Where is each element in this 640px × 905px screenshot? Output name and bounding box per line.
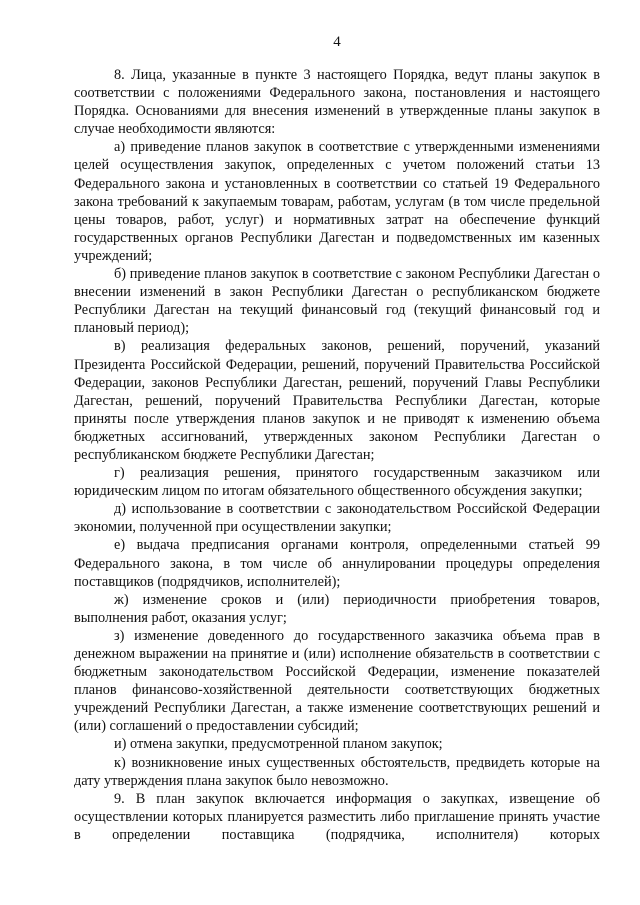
paragraph-8-item-zh: ж) изменение сроков и (или) периодичности приобретения товаров, выполнения работ, оказания услуг; xyxy=(74,591,600,626)
paragraph-8-item-d: д) использование в соответствии с законодательством Российской Федерации экономии, полученной при осуществлении закупки; xyxy=(74,501,600,536)
paragraph-8-item-k: к) возникновение иных существенных обстоятельств, предвидеть которые на дату утверждения плана закупок было невозможно. xyxy=(74,754,600,789)
page-number: 4 xyxy=(333,34,341,50)
document-page xyxy=(74,32,600,844)
paragraph-8: 8. Лица, указанные в пункте 3 настоящего Порядка, ведут планы закупок в соответствии с положениями Федерального закона, постановления и настоящего Порядка. Основаниями для внесения изменений в утвержденные планы закупок в случае необходимости являются: xyxy=(74,67,600,138)
paragraph-8-item-i: и) отмена закупки, предусмотренной планом закупок; xyxy=(114,736,443,753)
paragraph-8-item-g: г) реализация решения, принятого государственным заказчиком или юридическим лицом по итогам обязательного общественного обсуждения закупки; xyxy=(74,465,600,500)
paragraph-8-item-a: а) приведение планов закупок в соответствие с утвержденными изменениями целей осуществления закупок, определенных с учетом положений статьи 13 Федерального закона и установленных в соответствии со статьей 19 Федерального закона требований к закупаемым товарам, работам, услугам (в том числе предельной цены товаров, работ, услуг) и нормативных затрат на обеспечение функций государственных органов Республики Дагестан и подведомственных им казенных учреждений; xyxy=(74,139,600,264)
paragraph-9: 9. В план закупок включается информация о закупках, извещение об осуществлении которых планируется разместить либо приглашение принять участие в определении поставщика (подрядчика, исполнителя) которых xyxy=(74,790,600,843)
paragraph-8-item-z: з) изменение доведенного до государственного заказчика объема прав в денежном выражении на принятие и (или) исполнение обязательств в соответствии с бюджетным законодательством Российской Федерации, изменение показателей планов финансово-хозяйственной деятельности соответствующих бюджетных учреждений Республики Дагестан, а также изменение соответствующих решений и (или) соглашений о предоставлении субсидий; xyxy=(74,627,600,735)
paragraph-8-item-v: в) реализация федеральных законов, решений, поручений, указаний Президента Российской Федерации, решений, поручений Правительства Российской Федерации, законов Республики Дагестан, решений, поручений Главы Республики Дагестан, решений, поручений Правительства Республики Дагестан, которые приняты после утверждения планов закупок и не приводят к изменению объема бюджетных ассигнований, утвержденных законом Республики Дагестан о республиканском бюджете Республики Дагестан; xyxy=(74,338,600,463)
paragraph-8-item-e: е) выдача предписания органами контроля, определенными статьей 99 Федерального закона, в том числе об аннулировании процедуры определения поставщиков (подрядчиков, исполнителей); xyxy=(74,537,600,590)
paragraph-8-item-b: б) приведение планов закупок в соответствие с законом Республики Дагестан о внесении изменений в закон Республики Дагестан о республиканском бюджете Республики Дагестан на текущий финансовый год (текущий финансовый год и плановый период); xyxy=(74,266,600,337)
